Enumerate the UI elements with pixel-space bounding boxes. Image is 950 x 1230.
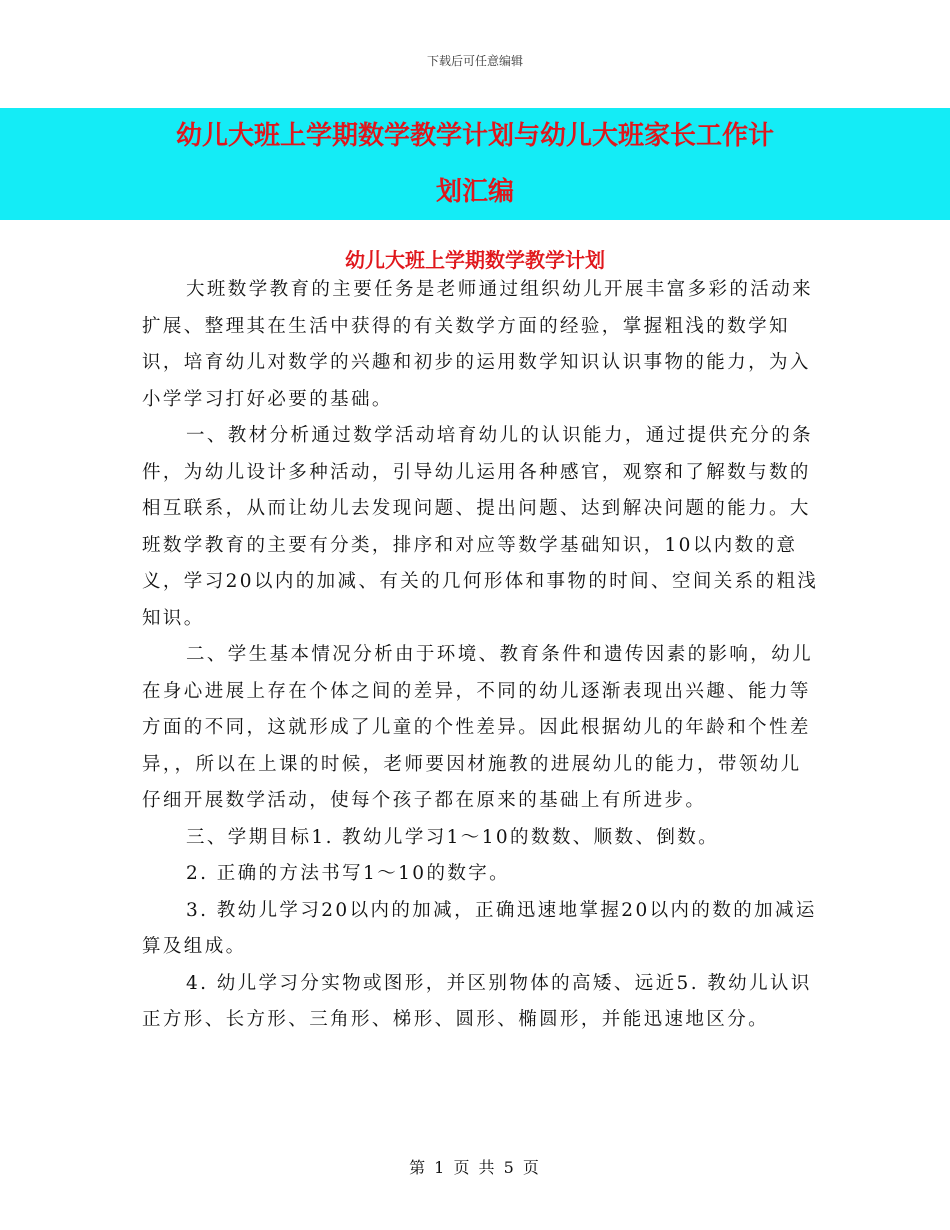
paragraph-material-analysis: 一、教材分析通过数学活动培育幼儿的认识能力，通过提供充分的条件，为幼儿设计多种活动，引导幼儿运用各种感官，观察和了解数与数的相互联系，从而让幼儿去发现问题、提出问题、达到解决问题的能力。大班数学教育的主要有分类，排序和对应等数学基础知识，10以内数的意义，学习20以内的加减、有关的几何形体和事物的时间、空间关系的粗浅知识。	[142, 425, 819, 629]
paragraph-goal-1: 三、学期目标1. 教幼儿学习1～10的数数、顺数、倒数。	[186, 826, 720, 848]
body-text	[142, 272, 822, 1039]
paragraph-student-analysis: 二、学生基本情况分析由于环境、教育条件和遗传因素的影响，幼儿在身心进展上存在个体之间的差异，不同的幼儿逐渐表现出兴趣、能力等方面的不同，这就形成了儿童的个性差异。因此根据幼儿的年龄和个性差异，，所以在上课的时候，老师要因材施教的进展幼儿的能力，带领幼儿仔细开展数学活动，使每个孩子都在原来的基础上有所进步。	[142, 644, 814, 811]
paragraph-intro: 大班数学教育的主要任务是老师通过组织幼儿开展丰富多彩的活动来扩展、整理其在生活中获得的有关数学方面的经验，掌握粗浅的数学知识，培育幼儿对数学的兴趣和初步的运用数学知识认识事物的能力，为入小学学习打好必要的基础。	[142, 279, 814, 410]
paragraph-goal-4: 4. 幼儿学习分实物或图形，并区别物体的高矮、远近5. 教幼儿认识正方形、长方形、三角形、梯形、圆形、椭圆形，并能迅速地区分。	[142, 972, 812, 1030]
section-title: 幼儿大班上学期数学教学计划	[345, 248, 605, 272]
page-footer: 第 1 页 共 5 页	[409, 1158, 541, 1177]
document-title	[0, 108, 950, 220]
title-line-2: 划汇编	[435, 177, 514, 207]
paragraph-goal-2: 2. 正确的方法书写1～10的数字。	[186, 863, 511, 884]
title-line-1: 幼儿大班上学期数学教学计划与幼儿大班家长工作计	[175, 121, 774, 151]
header-note: 下载后可任意编辑	[426, 54, 523, 68]
paragraph-goal-3: 3. 教幼儿学习20以内的加减，正确迅速地掌握20以内的数的加减运算及组成。	[142, 899, 817, 957]
